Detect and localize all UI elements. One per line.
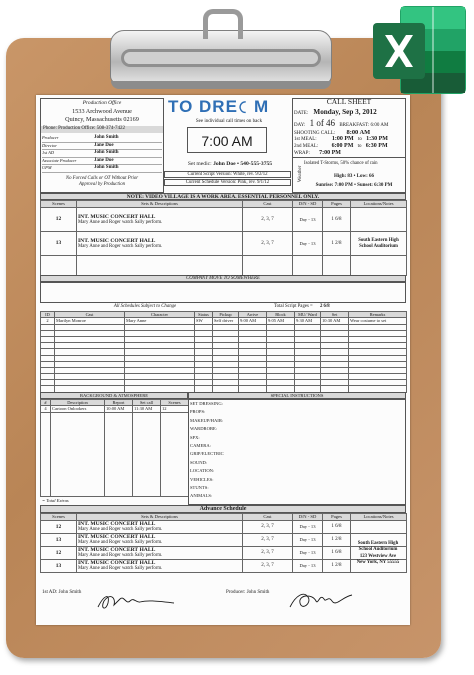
crew-role: Producer bbox=[42, 135, 59, 140]
cast-set: 10:30 AM bbox=[321, 318, 349, 325]
background-set: 11:30 AM bbox=[133, 406, 161, 413]
scene-set-cell bbox=[77, 533, 243, 546]
scene-day-night: Day - 13 bbox=[293, 208, 323, 232]
total-pages-row bbox=[274, 304, 404, 310]
special-instruction-label: GRIP/ELECTRIC bbox=[190, 451, 224, 457]
column-header: Set call bbox=[133, 400, 161, 406]
date-label: DATE: bbox=[294, 111, 309, 116]
column-header: D/N - SD bbox=[293, 201, 323, 208]
office-address1: 1533 Archwood Avenue bbox=[72, 108, 132, 115]
medic-name: John Doe bbox=[213, 161, 236, 167]
scenes-table bbox=[40, 200, 407, 276]
company-move-blank bbox=[40, 282, 406, 303]
scene-set: INT. MUSIC CONCERT HALL bbox=[78, 237, 156, 244]
breakfast-label: BREAKFAST: bbox=[339, 123, 370, 128]
cast-block: 9:05 AM bbox=[267, 318, 295, 325]
scene-number: 13 bbox=[41, 559, 77, 572]
scene-pages: 1 6/8 bbox=[323, 521, 351, 534]
empty-cell bbox=[161, 412, 189, 496]
table-header-row bbox=[41, 514, 407, 521]
scene-location bbox=[351, 521, 407, 534]
scene-pages: 1 2/8 bbox=[323, 232, 351, 256]
crew-row bbox=[42, 158, 162, 166]
scene-pages: 1 2/8 bbox=[323, 533, 351, 546]
total-extras: = Total Extras bbox=[42, 498, 69, 503]
cast-character: Mary Anne bbox=[125, 318, 195, 325]
meal1-label: 1st MEAL: bbox=[294, 137, 317, 142]
scene-cast: 2, 3, 7 bbox=[243, 208, 293, 232]
column-header: Description bbox=[51, 400, 105, 406]
empty-cell bbox=[293, 256, 323, 276]
scene-set: INT. MUSIC CONCERT HALL bbox=[78, 521, 156, 527]
sunset: Sunset: 6:30 PM bbox=[357, 183, 393, 188]
scene-location bbox=[351, 208, 407, 232]
empty-cell bbox=[323, 256, 351, 276]
scene-set: INT. MUSIC CONCERT HALL bbox=[78, 533, 156, 540]
day-value: 1 of 46 bbox=[309, 118, 336, 128]
scene-set: INT. MUSIC CONCERT HALL bbox=[78, 559, 156, 566]
column-header: Locations/Notes bbox=[351, 201, 407, 208]
call-sheet-paper bbox=[36, 95, 410, 625]
meal1-to: 1:30 PM bbox=[366, 136, 388, 142]
script-version: Current Script Version: White, rev. 9/2/12 bbox=[164, 171, 291, 178]
column-header: Cast bbox=[55, 312, 125, 318]
scene-description: Mary Anne and Roger watch Sally perform. bbox=[78, 553, 163, 559]
high-temp: High: 83 • bbox=[333, 174, 356, 179]
column-header: Remarks bbox=[349, 312, 407, 318]
producer-signature bbox=[286, 589, 356, 613]
weather-label: Weather bbox=[298, 165, 304, 183]
office-label: Production Office bbox=[82, 100, 122, 106]
column-header: Sets & Descriptions bbox=[77, 514, 243, 521]
to-dream-logo bbox=[168, 97, 288, 117]
empty-cell bbox=[133, 412, 161, 496]
sun-row bbox=[304, 183, 404, 189]
advance-location-line: New York, NY 55555 bbox=[356, 560, 400, 566]
wrap-row bbox=[294, 150, 404, 157]
crew-role: UPM bbox=[42, 165, 52, 171]
office-address2: Quincy, Massachusetts 02169 bbox=[65, 116, 139, 123]
day-label: DAY: bbox=[294, 123, 306, 128]
crew-name: Jane Doe bbox=[94, 157, 114, 163]
column-header: # bbox=[41, 400, 51, 406]
company-move-banner: COMPANY MOVE TO SOMEWHERE bbox=[40, 275, 406, 282]
scene-cast: 2, 3, 7 bbox=[243, 533, 293, 546]
cast-ward: 9:30 AM bbox=[295, 318, 321, 325]
meal2-label: 2nd MEAL: bbox=[294, 144, 319, 149]
schedule-version: Current Schedule Version: Pink, rev. 9/1/12 bbox=[164, 179, 291, 186]
empty-cell bbox=[41, 412, 51, 496]
scene-set-cell bbox=[77, 546, 243, 559]
column-header: Pickup bbox=[213, 312, 239, 318]
cast-cast: Marilyn Monroe bbox=[55, 318, 125, 325]
advance-location-line: 123 Westview Ave bbox=[359, 553, 397, 559]
special-instruction-label: LOCATION: bbox=[190, 468, 215, 474]
crew-name: John Smith bbox=[94, 150, 119, 156]
medic-label: Set medic: bbox=[187, 161, 212, 167]
low-temp: Low: 66 bbox=[356, 174, 375, 179]
scene-number: 12 bbox=[41, 546, 77, 559]
column-header: Report bbox=[105, 400, 133, 406]
medic-phone: • 540-555-3755 bbox=[237, 161, 273, 167]
cast-table bbox=[40, 311, 407, 393]
office-phone: Phone: Production Office: 508-374-7422 bbox=[41, 126, 163, 133]
scene-day-night: Day - 13 bbox=[293, 559, 323, 572]
meal1-row bbox=[294, 136, 404, 143]
advance-location bbox=[350, 541, 406, 567]
scene-pages: 1 6/8 bbox=[323, 208, 351, 232]
empty-cell bbox=[243, 256, 293, 276]
logo-tail: M bbox=[254, 97, 270, 116]
moon-icon: ◡ bbox=[237, 100, 255, 115]
temps-row bbox=[304, 174, 404, 180]
scene-number: 12 bbox=[41, 521, 77, 534]
special-instruction-label: SOUND: bbox=[190, 459, 208, 465]
special-instructions-title: SPECIAL INSTRUCTIONS bbox=[188, 392, 406, 399]
crew-name: Jane Doe bbox=[94, 142, 114, 148]
scene-cast: 2, 3, 7 bbox=[243, 521, 293, 534]
background-title: BACKGROUND & ATMOSPHERE bbox=[40, 392, 188, 399]
clipboard-clip bbox=[110, 30, 332, 84]
schedules-note: All Schedules Subject to Change bbox=[113, 304, 177, 309]
scene-day-night: Day - 13 bbox=[293, 533, 323, 546]
crew-role: Director bbox=[42, 142, 57, 148]
special-instruction-label: SPX: bbox=[190, 434, 200, 440]
advance-location-line: School Auditorium bbox=[358, 547, 398, 553]
column-header: Block bbox=[267, 312, 295, 318]
crew-row bbox=[42, 135, 162, 143]
shooting-value: 8:00 AM bbox=[346, 129, 371, 136]
notice-line1: No Forced Calls or OT Without Prior bbox=[65, 176, 139, 181]
cast-status: SW bbox=[195, 318, 213, 325]
crew-row bbox=[42, 165, 162, 173]
wrap-label: WRAP: bbox=[294, 151, 310, 156]
special-instruction-label: ANIMALS: bbox=[190, 493, 213, 499]
empty-cell bbox=[77, 256, 243, 276]
scene-day-night: Day - 13 bbox=[293, 232, 323, 256]
total-pages-value: 2 6/8 bbox=[319, 304, 330, 309]
advance-location-line: South Eastern High bbox=[357, 541, 399, 546]
scene-set-cell bbox=[77, 559, 243, 572]
special-instruction-label: WARDROBE: bbox=[190, 426, 218, 432]
column-header: Set bbox=[321, 312, 349, 318]
special-instruction-label: MAKEUP/HAIR: bbox=[190, 417, 224, 423]
scene-number: 12 bbox=[41, 208, 77, 232]
table-header-row bbox=[41, 201, 407, 208]
footer-producer: Producer: John Smith bbox=[226, 590, 270, 595]
meal2-to: 6:30 PM bbox=[365, 143, 388, 149]
crew-role: 1st AD bbox=[42, 150, 54, 156]
cast-id: 2 bbox=[41, 318, 55, 325]
scene-number: 13 bbox=[41, 533, 77, 546]
column-header: Character bbox=[125, 312, 195, 318]
scene-description: Mary Anne and Roger watch Sally perform. bbox=[78, 527, 163, 533]
empty-cell bbox=[105, 412, 133, 496]
scene-day-night: Day - 13 bbox=[293, 521, 323, 534]
shooting-label: SHOOTING CALL: bbox=[294, 131, 336, 136]
table-row bbox=[41, 208, 407, 232]
column-header: Arrive bbox=[239, 312, 267, 318]
ad-signature bbox=[96, 591, 176, 613]
meal2-row bbox=[294, 143, 404, 150]
cast-pickup: Self driver bbox=[213, 318, 239, 325]
column-header: D/N - SD bbox=[293, 514, 323, 521]
advance-schedule-title: Advance Schedule bbox=[40, 505, 406, 513]
meal1-from: 1:00 PM bbox=[331, 136, 354, 142]
crew-role: Associate Producer bbox=[42, 157, 77, 163]
scene-cast: 2, 3, 7 bbox=[243, 546, 293, 559]
table-row bbox=[41, 412, 189, 496]
date-value: Monday, Sep 3, 2012 bbox=[313, 108, 377, 116]
total-pages-label: Total Script Pages = bbox=[274, 304, 313, 309]
background-scenes: 12 bbox=[161, 406, 189, 413]
empty-cell bbox=[41, 256, 77, 276]
meal2-to-label: to bbox=[357, 144, 362, 149]
column-header: Pages bbox=[323, 514, 351, 521]
logo-text: TO DRE bbox=[168, 97, 238, 116]
scene-number: 13 bbox=[41, 232, 77, 256]
table-row bbox=[41, 256, 407, 276]
column-header: Scenes bbox=[161, 400, 189, 406]
meal2-from: 6:00 PM bbox=[331, 143, 354, 149]
scene-cast: 2, 3, 7 bbox=[243, 232, 293, 256]
scene-description: Mary Anne and Roger watch Sally perform. bbox=[78, 566, 163, 572]
scene-description: Mary Anne and Roger watch Sally perform. bbox=[78, 219, 163, 225]
table-row bbox=[41, 406, 189, 413]
cast-arrive: 9:00 AM bbox=[239, 318, 267, 325]
scene-pages: 1 2/8 bbox=[323, 559, 351, 572]
general-call-time: 7:00 AM bbox=[187, 127, 267, 153]
column-header: Cast bbox=[243, 514, 293, 521]
column-header: ID bbox=[41, 312, 55, 318]
notice-line2: Approval by Production bbox=[78, 182, 125, 187]
crew-name: John Smith bbox=[94, 165, 119, 171]
column-header: Scenes bbox=[41, 201, 77, 208]
date-row bbox=[294, 108, 404, 117]
empty-cell bbox=[51, 412, 105, 496]
excel-icon bbox=[371, 3, 468, 98]
table-row bbox=[41, 232, 407, 256]
meal1-to-label: to bbox=[357, 137, 362, 142]
scene-set-cell bbox=[77, 521, 243, 534]
crew-list bbox=[42, 135, 162, 173]
background-table bbox=[40, 399, 189, 497]
crew-name: John Smith bbox=[94, 135, 119, 140]
special-instruction-label: STUNTS: bbox=[190, 484, 209, 490]
special-instruction-label: CAMERA: bbox=[190, 442, 211, 448]
scene-set-cell bbox=[77, 208, 243, 232]
column-header: Scenes bbox=[41, 514, 77, 521]
scene-pages: 1 6/8 bbox=[323, 546, 351, 559]
empty-cell bbox=[351, 256, 407, 276]
scene-day-night: Day - 13 bbox=[293, 546, 323, 559]
breakfast-value: 6:00 AM bbox=[370, 123, 389, 128]
call-sheet-title: CALL SHEET bbox=[326, 97, 372, 106]
background-report: 10:00 AM bbox=[105, 406, 133, 413]
crew-row bbox=[42, 150, 162, 158]
column-header: Status bbox=[195, 312, 213, 318]
column-header: Cast bbox=[243, 201, 293, 208]
special-instruction-label: SET DRESSING: bbox=[190, 401, 223, 406]
scene-set-cell bbox=[77, 232, 243, 256]
scene-set: INT. MUSIC CONCERT HALL bbox=[78, 213, 156, 220]
scene-description: Mary Anne and Roger watch Sally perform. bbox=[78, 540, 163, 546]
forecast: Isolated T-Storms, 50% chance of rain bbox=[304, 161, 378, 166]
day-row bbox=[294, 118, 404, 129]
column-header: MU/ Ward bbox=[295, 312, 321, 318]
call-note: See individual call times on back bbox=[195, 119, 263, 124]
special-instruction-label: PROPS: bbox=[190, 409, 206, 415]
background-desc: Cartoon Onlookers bbox=[51, 406, 105, 413]
footer-ad: 1st AD: John Smith bbox=[42, 590, 82, 595]
scene-location: South Eastern High School Auditorium bbox=[351, 232, 407, 256]
column-header: Locations/Notes bbox=[351, 514, 407, 521]
column-header: Pages bbox=[323, 201, 351, 208]
scene-set: INT. MUSIC CONCERT HALL bbox=[78, 546, 156, 553]
wrap-value: 7:00 PM bbox=[319, 150, 341, 156]
table-row bbox=[41, 521, 407, 534]
special-instruction-label: VEHICLES: bbox=[190, 476, 214, 482]
scene-description: Mary Anne and Roger watch Sally perform. bbox=[78, 243, 163, 249]
cast-remarks: Wear costume to set bbox=[349, 318, 407, 325]
set-medic-line bbox=[168, 161, 292, 167]
scene-cast: 2, 3, 7 bbox=[243, 559, 293, 572]
background-num: 4 bbox=[41, 406, 51, 413]
video-village-note: NOTE: VIDEO VILLAGE IS A WORK AREA. ESSENTIAL PERSONNEL ONLY. bbox=[40, 193, 406, 200]
column-header: Sets & Descriptions bbox=[77, 201, 243, 208]
crew-row bbox=[42, 143, 162, 151]
sunrise: Sunrise: 7:00 PM • bbox=[315, 183, 356, 188]
special-instructions-list bbox=[190, 401, 230, 502]
